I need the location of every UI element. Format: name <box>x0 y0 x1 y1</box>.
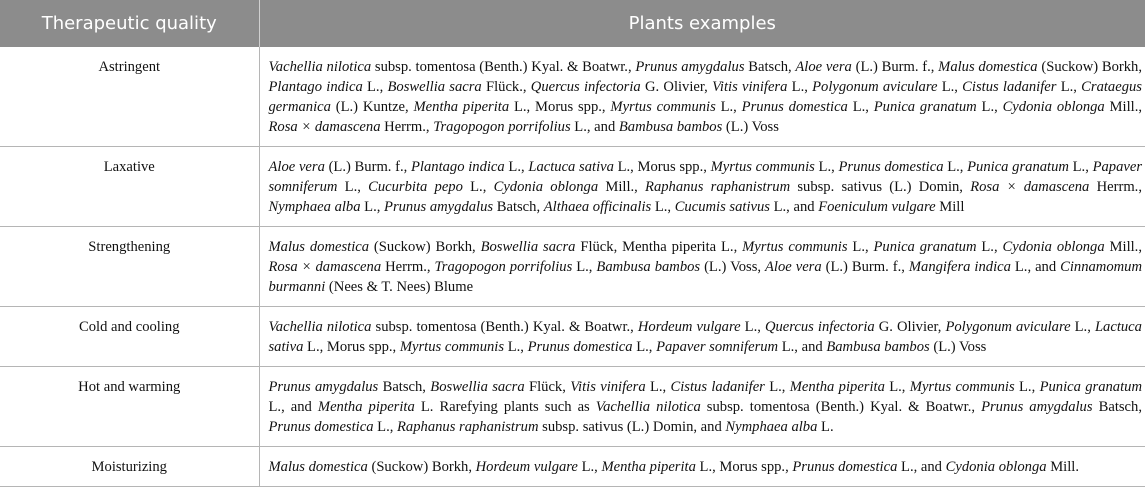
species-name: Foeniculum vulgare <box>818 199 936 215</box>
authority-text: L., <box>976 239 1003 255</box>
authority-text: L., <box>976 99 1003 115</box>
species-name: Hordeum vulgare <box>637 319 741 335</box>
authority-text: (Suckow) Borkh, <box>369 239 481 255</box>
table-row <box>0 367 1145 447</box>
authority-text: L., <box>1014 379 1040 395</box>
species-name: Rosa × damascena <box>268 119 381 135</box>
authority-text: (L.) Voss <box>722 119 779 135</box>
species-name: Cucurbita pepo <box>368 179 463 195</box>
species-name: Cistus ladanifer <box>670 379 765 395</box>
authority-text: (Suckow) Borkh, <box>367 459 476 475</box>
species-name: Prunus domestica <box>838 159 944 175</box>
authority-text: L., <box>651 199 675 215</box>
authority-text: Mill <box>935 199 965 215</box>
authority-text: L., <box>937 79 963 95</box>
authority-text: (Nees & T. Nees) Blume <box>325 279 474 295</box>
authority-text: subsp. tomentosa (Benth.) Kyal. & Boatwr., <box>371 59 636 75</box>
authority-text: L., and <box>897 459 946 475</box>
species-name: Prunus amygdalus <box>384 199 494 215</box>
authority-text: L., <box>740 319 765 335</box>
species-name: Punica granatum <box>1039 379 1142 395</box>
authority-text: G. Olivier, <box>874 319 946 335</box>
species-name: Boswellia sacra <box>430 379 525 395</box>
species-name: Cydonia oblonga <box>1002 99 1105 115</box>
table-header <box>0 0 1145 47</box>
authority-text: L., and <box>1010 259 1061 275</box>
header-plants-examples: Plants examples <box>259 0 1145 47</box>
authority-text: Herrm., <box>381 259 435 275</box>
species-name: Vachellia nilotica <box>268 319 372 335</box>
species-name: Bambusa bambos <box>618 119 723 135</box>
species-name: Bambusa bambos <box>596 259 701 275</box>
authority-text: L., Morus spp., <box>695 459 793 475</box>
table-body <box>0 47 1145 487</box>
species-name: Boswellia sacra <box>480 239 576 255</box>
species-name: Quercus infectoria <box>530 79 641 95</box>
species-name: Aloe vera <box>795 59 852 75</box>
species-name: Bambusa bambos <box>826 339 930 355</box>
species-name: Malus domestica <box>938 59 1038 75</box>
species-name: Vachellia nilotica <box>595 399 701 415</box>
authority-text: subsp. tomentosa (Benth.) Kyal. & Boatwr., <box>700 399 982 415</box>
authority-text: G. Olivier, <box>640 79 713 95</box>
species-name: Polygonum aviculare <box>812 79 938 95</box>
table-row <box>0 47 1145 147</box>
plants-examples-cell <box>259 447 1145 487</box>
species-name: Papaver somniferum <box>656 339 779 355</box>
authority-text: (L.) Burm. f., <box>821 259 909 275</box>
species-name: Rosa × damascena <box>268 259 382 275</box>
species-name: Quercus infectoria <box>764 319 875 335</box>
species-name: Prunus amygdalus <box>268 379 379 395</box>
species-name: Crataegus germanica <box>268 79 1142 115</box>
species-name: Mentha piperita <box>601 459 696 475</box>
species-name: Punica granatum <box>873 239 977 255</box>
authority-text: Herrm., <box>1089 179 1142 195</box>
authority-text: L., <box>645 379 671 395</box>
authority-text: L., <box>847 99 874 115</box>
authority-text: L., and <box>268 399 318 415</box>
species-name: Tragopogon porrifolius <box>434 259 573 275</box>
authority-text: subsp. sativus (L.) Domin, <box>790 179 971 195</box>
species-name: Cistus ladanifer <box>962 79 1057 95</box>
species-name: Boswellia sacra <box>387 79 482 95</box>
authority-text: (L.) Burm. f., <box>324 159 412 175</box>
species-name: Aloe vera <box>268 159 325 175</box>
species-name: Prunus amygdalus <box>635 59 745 75</box>
authority-text: Mill., <box>598 179 646 195</box>
plants-examples-cell <box>259 227 1145 307</box>
authority-text: Batsch, <box>378 379 431 395</box>
authority-text: L., <box>362 79 388 95</box>
table-row <box>0 227 1145 307</box>
authority-text: L., Morus spp., <box>613 159 711 175</box>
therapeutic-quality-cell: Cold and cooling <box>0 307 259 367</box>
plants-examples-cell <box>259 47 1145 147</box>
therapeutic-quality-cell: Astringent <box>0 47 259 147</box>
therapeutic-quality-cell: Laxative <box>0 147 259 227</box>
species-name: Tragopogon porrifolius <box>433 119 571 135</box>
authority-text: L., <box>884 379 910 395</box>
authority-text: Mill., <box>1104 239 1142 255</box>
plants-examples-cell <box>259 367 1145 447</box>
authority-text: (L.) Voss <box>929 339 987 355</box>
authority-text: L., <box>504 339 528 355</box>
species-name: Malus domestica <box>268 459 368 475</box>
species-name: Vitis vinifera <box>570 379 646 395</box>
authority-text: L., <box>337 179 369 195</box>
authority-text: L. Rarefying plants such as <box>414 399 596 415</box>
authority-text: L., <box>1068 159 1093 175</box>
species-name: Malus domestica <box>268 239 370 255</box>
authority-text: Flück, Mentha piperita L., <box>575 239 743 255</box>
species-name: Mentha piperita <box>317 399 415 415</box>
species-name: Prunus domestica <box>792 459 898 475</box>
species-name: Nymphaea alba <box>268 199 361 215</box>
authority-text: subsp. tomentosa (Benth.) Kyal. & Boatwr., <box>371 319 638 335</box>
authority-text: L., <box>577 459 602 475</box>
authority-text: L., <box>764 379 790 395</box>
authority-text: (L.) Voss, <box>700 259 765 275</box>
header-therapeutic-quality: Therapeutic quality <box>0 0 259 47</box>
species-name: Plantago indica <box>268 79 363 95</box>
authority-text: (L.) Burm. f., <box>851 59 939 75</box>
authority-text: L., <box>1056 79 1082 95</box>
authority-text: subsp. sativus (L.) Domin, and <box>538 419 726 435</box>
authority-text: L., <box>1070 319 1095 335</box>
authority-text: Mill. <box>1046 459 1079 475</box>
species-name: Cydonia oblonga <box>945 459 1047 475</box>
species-name: Myrtus communis <box>909 379 1015 395</box>
authority-text: Batsch, <box>493 199 544 215</box>
authority-text: L., <box>504 159 529 175</box>
authority-text: L., <box>814 159 839 175</box>
species-name: Vitis vinifera <box>712 79 788 95</box>
species-name: Cydonia oblonga <box>493 179 599 195</box>
species-name: Myrtus communis <box>399 339 505 355</box>
authority-text: (L.) Kuntze, <box>330 99 414 115</box>
species-name: Plantago indica <box>411 159 505 175</box>
species-name: Hordeum vulgare <box>475 459 578 475</box>
species-name: Myrtus communis <box>710 159 815 175</box>
species-name: Althaea officinalis <box>543 199 652 215</box>
species-name: Cinnamomum burmanni <box>268 259 1142 295</box>
species-name: Cucumis sativus <box>674 199 770 215</box>
therapeutic-quality-cell: Hot and warming <box>0 367 259 447</box>
authority-text: Herrm., <box>380 119 434 135</box>
species-name: Lactuca sativa <box>528 159 614 175</box>
authority-text: L., Morus spp., <box>509 99 611 115</box>
species-name: Raphanus raphanistrum <box>645 179 791 195</box>
therapeutic-quality-cell: Moisturizing <box>0 447 259 487</box>
authority-text: Flück, <box>524 379 571 395</box>
authority-text: (Suckow) Borkh, <box>1037 59 1142 75</box>
authority-text: L., <box>943 159 968 175</box>
authority-text: Mill., <box>1104 99 1142 115</box>
species-name: Mangifera indica <box>908 259 1011 275</box>
authority-text: L., <box>787 79 813 95</box>
authority-text: L., <box>715 99 742 115</box>
authority-text: L., <box>462 179 494 195</box>
authority-text: L., <box>572 259 597 275</box>
species-name: Aloe vera <box>765 259 822 275</box>
species-name: Polygonum aviculare <box>945 319 1071 335</box>
table-row <box>0 307 1145 367</box>
authority-text: L., Morus spp., <box>303 339 400 355</box>
authority-text: L., and <box>778 339 827 355</box>
authority-text: L., <box>360 199 385 215</box>
authority-text: L. <box>817 419 834 435</box>
species-name: Myrtus communis <box>610 99 716 115</box>
species-name: Mentha piperita <box>789 379 885 395</box>
authority-text: L., and <box>769 199 819 215</box>
table-row <box>0 447 1145 487</box>
species-name: Rosa × damascena <box>970 179 1090 195</box>
species-name: Myrtus communis <box>742 239 848 255</box>
species-name: Prunus domestica <box>741 99 848 115</box>
species-name: Prunus amygdalus <box>981 399 1093 415</box>
species-name: Lactuca sativa <box>268 319 1142 355</box>
species-name: Mentha piperita <box>413 99 510 115</box>
species-name: Raphanus raphanistrum <box>397 419 539 435</box>
species-name: Prunus domestica <box>268 419 374 435</box>
authority-text: L., <box>373 419 398 435</box>
table-row <box>0 147 1145 227</box>
therapeutic-quality-cell: Strengthening <box>0 227 259 307</box>
authority-text: L., <box>632 339 657 355</box>
plants-examples-cell <box>259 307 1145 367</box>
authority-text: Batsch, <box>744 59 796 75</box>
species-name: Punica granatum <box>873 99 977 115</box>
authority-text: Flück., <box>481 79 531 95</box>
species-name: Cydonia oblonga <box>1002 239 1105 255</box>
species-name: Vachellia nilotica <box>268 59 372 75</box>
species-name: Prunus domestica <box>527 339 633 355</box>
species-name: Papaver somniferum <box>268 159 1143 195</box>
authority-text: L., <box>847 239 874 255</box>
authority-text: L., and <box>570 119 619 135</box>
species-name: Punica granatum <box>967 159 1069 175</box>
header-row <box>0 0 1145 47</box>
authority-text: Batsch, <box>1092 399 1142 415</box>
species-name: Nymphaea alba <box>725 419 818 435</box>
plants-examples-cell <box>259 147 1145 227</box>
